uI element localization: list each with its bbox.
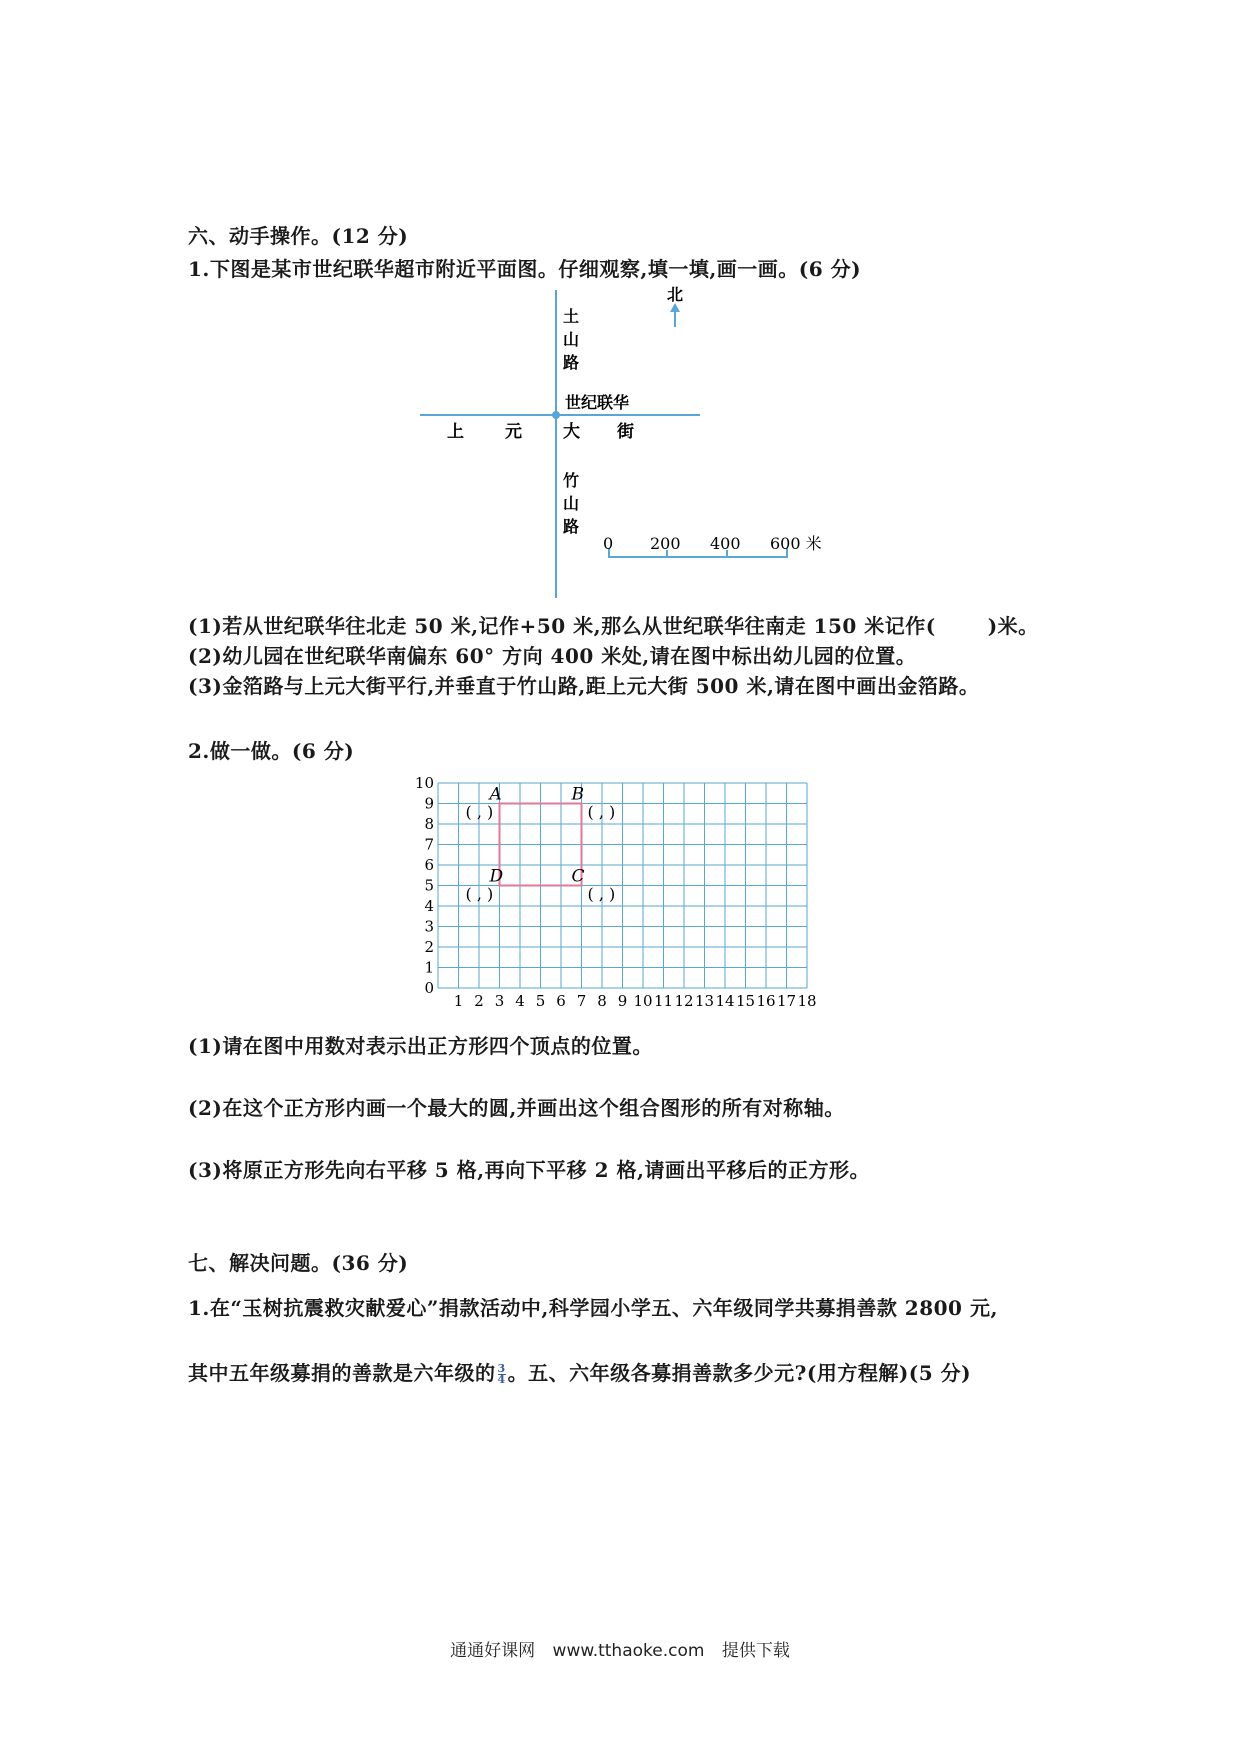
y-tick-label: 7: [424, 835, 434, 854]
s7-q1-text-a: 其中五年级募捐的善款是六年级的: [188, 1361, 496, 1385]
y-tick-label: 5: [424, 876, 434, 895]
x-tick-label: 12: [674, 992, 694, 1010]
x-tick-label: 5: [535, 992, 546, 1010]
road-south-char: 山: [563, 494, 580, 513]
road-north-char: 山: [563, 330, 580, 349]
x-tick-label: 3: [494, 992, 505, 1010]
q1-sub2: (2)幼儿园在世纪联华南偏东 60° 方向 400 米处,请在图中标出幼儿园的位置。: [188, 644, 917, 668]
vertex-label-b: B: [571, 784, 584, 805]
q2-sub2: (2)在这个正方形内画一个最大的圆,并画出这个组合图形的所有对称轴。: [188, 1096, 845, 1120]
vertex-answer-blank[interactable]: ( , ): [587, 884, 616, 904]
x-tick-label: 17: [776, 992, 797, 1010]
y-tick-label: 10: [414, 774, 434, 792]
scale-bar: [609, 548, 787, 557]
fraction-denominator: 4: [497, 1373, 506, 1386]
vertex-label-c: C: [571, 866, 585, 887]
section7-title: 七、解决问题。(36 分): [188, 1251, 409, 1275]
y-tick-label: 6: [424, 856, 434, 874]
x-tick-label: 1: [453, 992, 464, 1010]
q2-sub3: (3)将原正方形先向右平移 5 格,再向下平移 2 格,请画出平移后的正方形。: [188, 1158, 870, 1182]
x-tick-label: 10: [633, 992, 653, 1010]
x-tick-label: 7: [576, 992, 587, 1010]
coordinate-grid: [0, 760, 1240, 1020]
scale-label: 400: [710, 534, 741, 553]
x-tick-label: 6: [556, 992, 566, 1010]
s7-q1-line2: [188, 1357, 971, 1386]
road-north-char: 路: [563, 353, 580, 372]
vertex-label-a: A: [489, 784, 502, 805]
x-tick-label: 4: [515, 992, 525, 1010]
q1-sub1-text-b: )米。: [987, 614, 1039, 638]
vertex-answer-blank[interactable]: ( , ): [465, 802, 494, 822]
x-tick-label: 9: [617, 992, 628, 1010]
y-tick-label: 2: [424, 938, 434, 956]
y-tick-label: 9: [424, 794, 434, 813]
footer-url[interactable]: www.tthaoke.com: [552, 1641, 705, 1661]
y-tick-label: 4: [424, 897, 434, 915]
center-point: [552, 411, 560, 419]
fraction: [498, 1364, 506, 1385]
q2-title: 2.做一做。(6 分): [188, 739, 355, 763]
x-tick-label: 11: [653, 992, 674, 1010]
s7-q1-line1: 1.在“玉树抗震救灾献爱心”捐款活动中,科学园小学五、六年级同学共募捐善款 2800 元,: [188, 1296, 998, 1320]
section6-title: 六、动手操作。(12 分): [188, 224, 409, 248]
north-arrow-head-icon: [670, 303, 680, 312]
vertex-label-d: D: [489, 866, 504, 887]
y-tick-label: 3: [424, 917, 434, 936]
street-map: [0, 0, 1240, 640]
vertex-answer-blank[interactable]: ( , ): [587, 802, 616, 822]
x-tick-label: 15: [735, 992, 756, 1010]
y-tick-label: 0: [424, 979, 434, 997]
q1-sub3: (3)金箔路与上元大街平行,并垂直于竹山路,距上元大街 500 米,请在图中画出金箔路。: [188, 674, 980, 698]
center-label: 世纪联华: [565, 393, 630, 412]
street-char: 上: [447, 422, 464, 442]
q1-sub1: [188, 610, 1039, 639]
s7-q1-text-b: 。五、六年级各募捐善款多少元?(用方程解)(5 分): [507, 1361, 972, 1385]
footer: [0, 1636, 1240, 1661]
x-tick-label: 13: [694, 992, 715, 1010]
x-tick-label: 8: [597, 992, 607, 1010]
scale-label: 600 米: [770, 534, 822, 553]
x-tick-label: 18: [797, 992, 817, 1010]
vertex-answer-blank[interactable]: ( , ): [465, 884, 494, 904]
road-south-char: 路: [563, 517, 580, 536]
q2-sub1: (1)请在图中用数对表示出正方形四个顶点的位置。: [188, 1034, 653, 1058]
footer-site: 通通好课网: [450, 1641, 536, 1661]
x-tick-label: 16: [756, 992, 776, 1010]
q1-title: 1.下图是某市世纪联华超市附近平面图。仔细观察,填一填,画一画。(6 分): [188, 257, 862, 281]
footer-note: 提供下载: [721, 1641, 790, 1661]
fraction-numerator: 3: [497, 1362, 506, 1375]
q1-sub1-text-a: (1)若从世纪联华往北走 50 米,记作+50 米,那么从世纪联华往南走 150 米记作(: [188, 614, 936, 638]
north-label: 北: [667, 285, 684, 304]
road-north-char: 土: [563, 307, 580, 326]
x-tick-label: 2: [474, 992, 484, 1010]
scale-label: 200: [650, 534, 681, 553]
scale-label: 0: [603, 534, 614, 553]
street-char: 大: [563, 422, 580, 442]
road-south-char: 竹: [563, 471, 580, 490]
street-char: 街: [617, 422, 634, 442]
x-tick-label: 14: [715, 992, 735, 1010]
y-tick-label: 1: [424, 958, 434, 977]
y-tick-label: 8: [424, 815, 434, 833]
street-char: 元: [505, 422, 522, 442]
